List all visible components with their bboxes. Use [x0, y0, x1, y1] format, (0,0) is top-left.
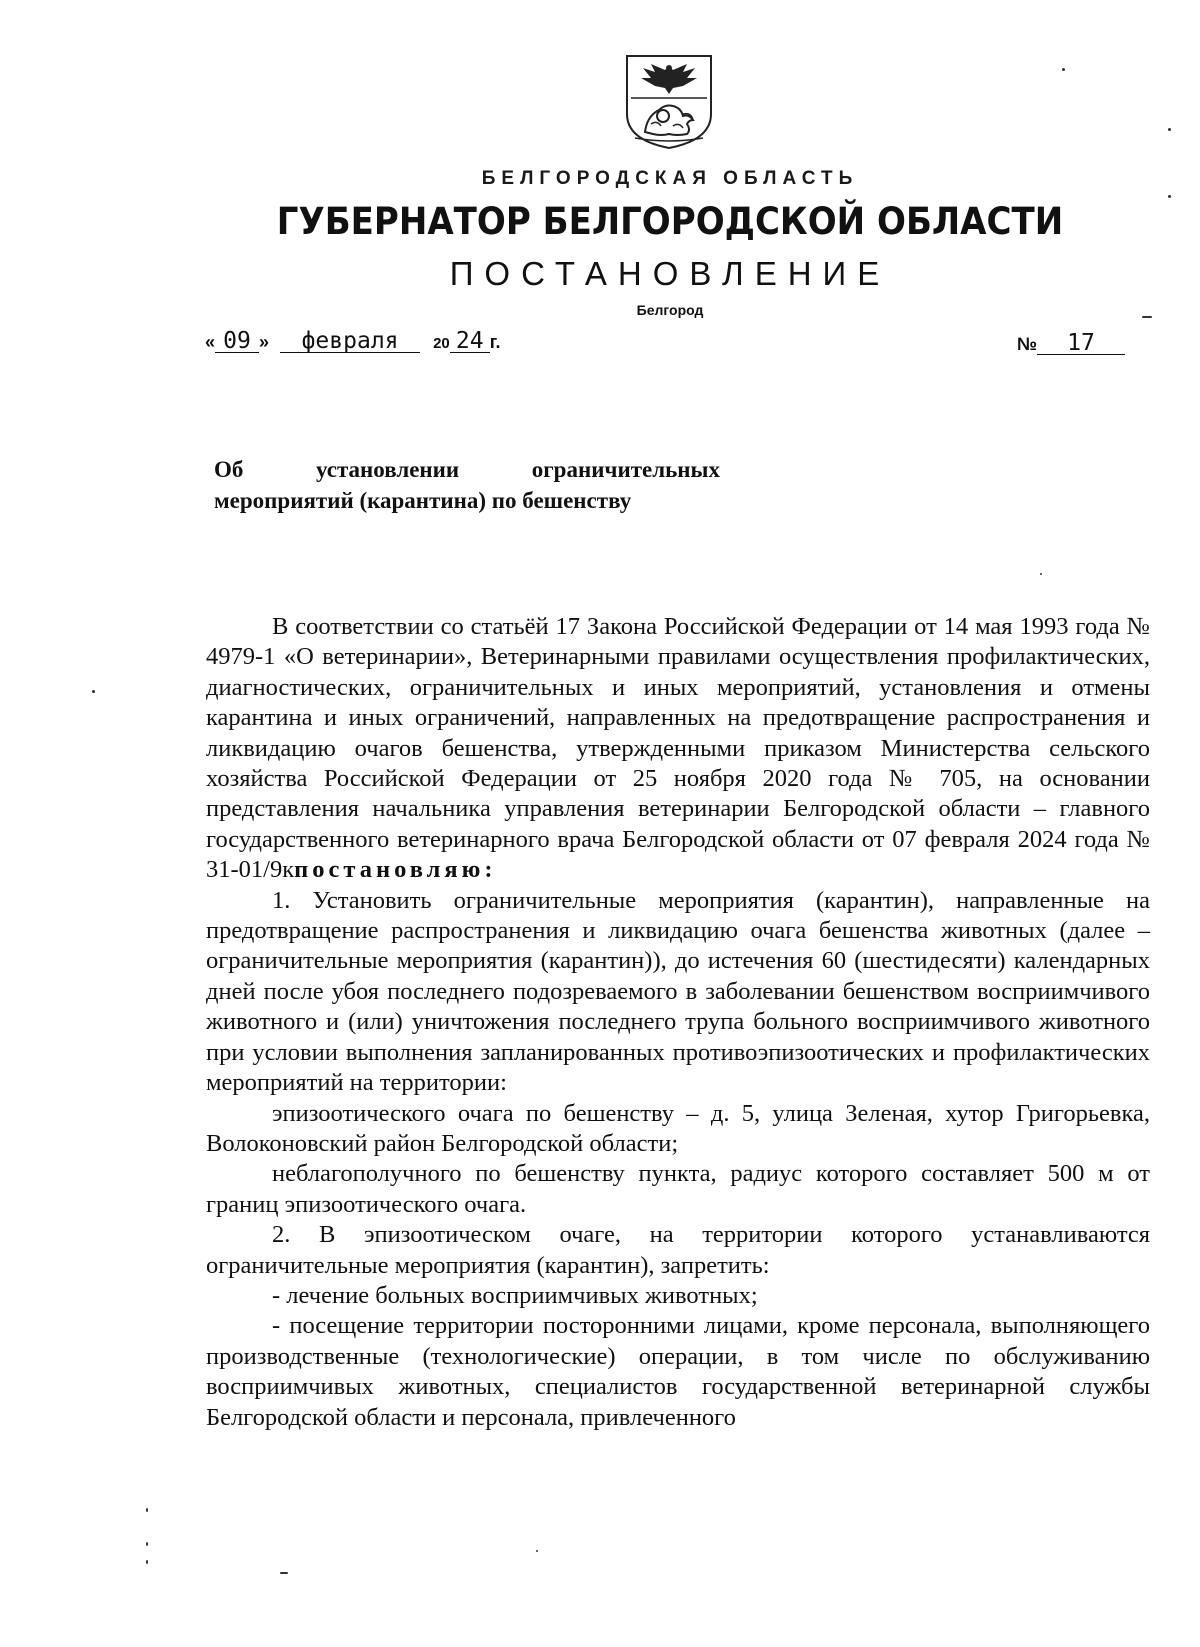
- preamble-text: В соответствии со статьёй 17 Закона Российской Федерации от 14 мая 1993 года № 4979-1 «О ветеринарии», Ветеринарными правилами осуществления профилактических, диагностических, ограничительных и иных мероприятий, установления и отмены карантина и иных ограничений, направленных на предотвращение распространения и ликвидацию очагов бешенства, утвержденными приказом Министерства сельского хозяйства Российской Федерации от 25 ноября 2020 года № 705, на основании представления начальника управления ветеринарии Белгородской области – главного государственного ветеринарного врача Белгородской области от 07 февраля 2024 года № 31-01/9к: [206, 613, 1150, 884]
- date-close-quote: »: [259, 332, 270, 352]
- scan-speck: [536, 1550, 538, 1552]
- number-label: №: [1016, 334, 1037, 354]
- title-line-2: мероприятий (карантина) по бешенству: [214, 488, 632, 513]
- item-2-a-paragraph: - лечение больных восприимчивых животных;: [272, 1281, 758, 1309]
- region-heading: БЕЛГОРОДСКАЯ ОБЛАСТЬ: [481, 168, 859, 189]
- scan-speck: [1168, 195, 1171, 198]
- scan-speck: [1040, 573, 1042, 575]
- date-number-row: [205, 330, 1125, 370]
- scan-speck: [280, 1572, 288, 1574]
- item-1-a-paragraph: эпизоотического очага по бешенству – д. 5, улица Зеленая, хутор Григорьевка, Волоконовский район Белгородской области;: [206, 1099, 1150, 1157]
- title-word: установлении: [315, 457, 460, 482]
- scan-speck: [146, 1508, 148, 1512]
- coat-of-arms-emblem: [623, 54, 715, 150]
- preamble-paragraph: [206, 612, 1150, 886]
- city-label: Белгород: [636, 302, 704, 318]
- title-line-1: [214, 454, 720, 485]
- date-open-quote: «: [205, 332, 216, 352]
- decree-word: постановляю:: [294, 856, 497, 884]
- item-2-b-paragraph: - посещение территории посторонними лицами, кроме персонала, выполняющего производственные (технологические) операции, в том числе по обслуживанию восприимчивых животных, специалистов государственной ветеринарной службы Белгородской области и персонала, привлеченного: [206, 1312, 1150, 1431]
- scan-speck: [92, 690, 95, 693]
- title-word: ограничительных: [531, 457, 720, 482]
- authority-heading: ГУБЕРНАТОР БЕЛГОРОДСКОЙ ОБЛАСТИ: [276, 200, 1064, 243]
- document-title: [214, 454, 720, 516]
- scan-speck: [1142, 316, 1152, 318]
- scan-speck: [146, 1542, 148, 1546]
- number-value: 17: [1037, 332, 1125, 355]
- date-year-suffix: 24: [450, 330, 490, 353]
- document-number: [1017, 332, 1125, 355]
- date-year-prefix: 20: [433, 335, 450, 352]
- date-year-mark: г.: [489, 332, 501, 352]
- item-2-paragraph: 2. В эпизоотическом очаге, на территории которого устанавливаются ограничительные мероприятия (карантин), запретить:: [206, 1221, 1150, 1279]
- document-type-heading: ПОСТАНОВЛЕНИЕ: [449, 255, 891, 292]
- item-1-paragraph: 1. Установить ограничительные мероприятия (карантин), направленные на предотвращение распространения и ликвидацию очага бешенства животных (далее – ограничительные мероприятия (карантин)), до истечения 60 (шестидесяти) календарных дней после убоя последнего подозреваемого в заболевании бешенством восприимчивого животного и (или) уничтожения последнего трупа больного восприимчивого животного при условии выполнения запланированных противоэпизоотических и профилактических мероприятий на территории:: [206, 886, 1150, 1097]
- date-month: февраля: [280, 330, 420, 353]
- document-date: [205, 330, 500, 353]
- date-day: 09: [215, 330, 259, 353]
- item-1-b-paragraph: неблагополучного по бешенству пункта, радиус которого составляет 500 м от границ эпизоотического очага.: [206, 1160, 1150, 1218]
- document-body: [206, 612, 1150, 1433]
- scan-speck: [1168, 128, 1171, 131]
- title-word: Об: [214, 457, 244, 482]
- scan-speck: [146, 1560, 148, 1564]
- scan-speck: [1062, 68, 1065, 71]
